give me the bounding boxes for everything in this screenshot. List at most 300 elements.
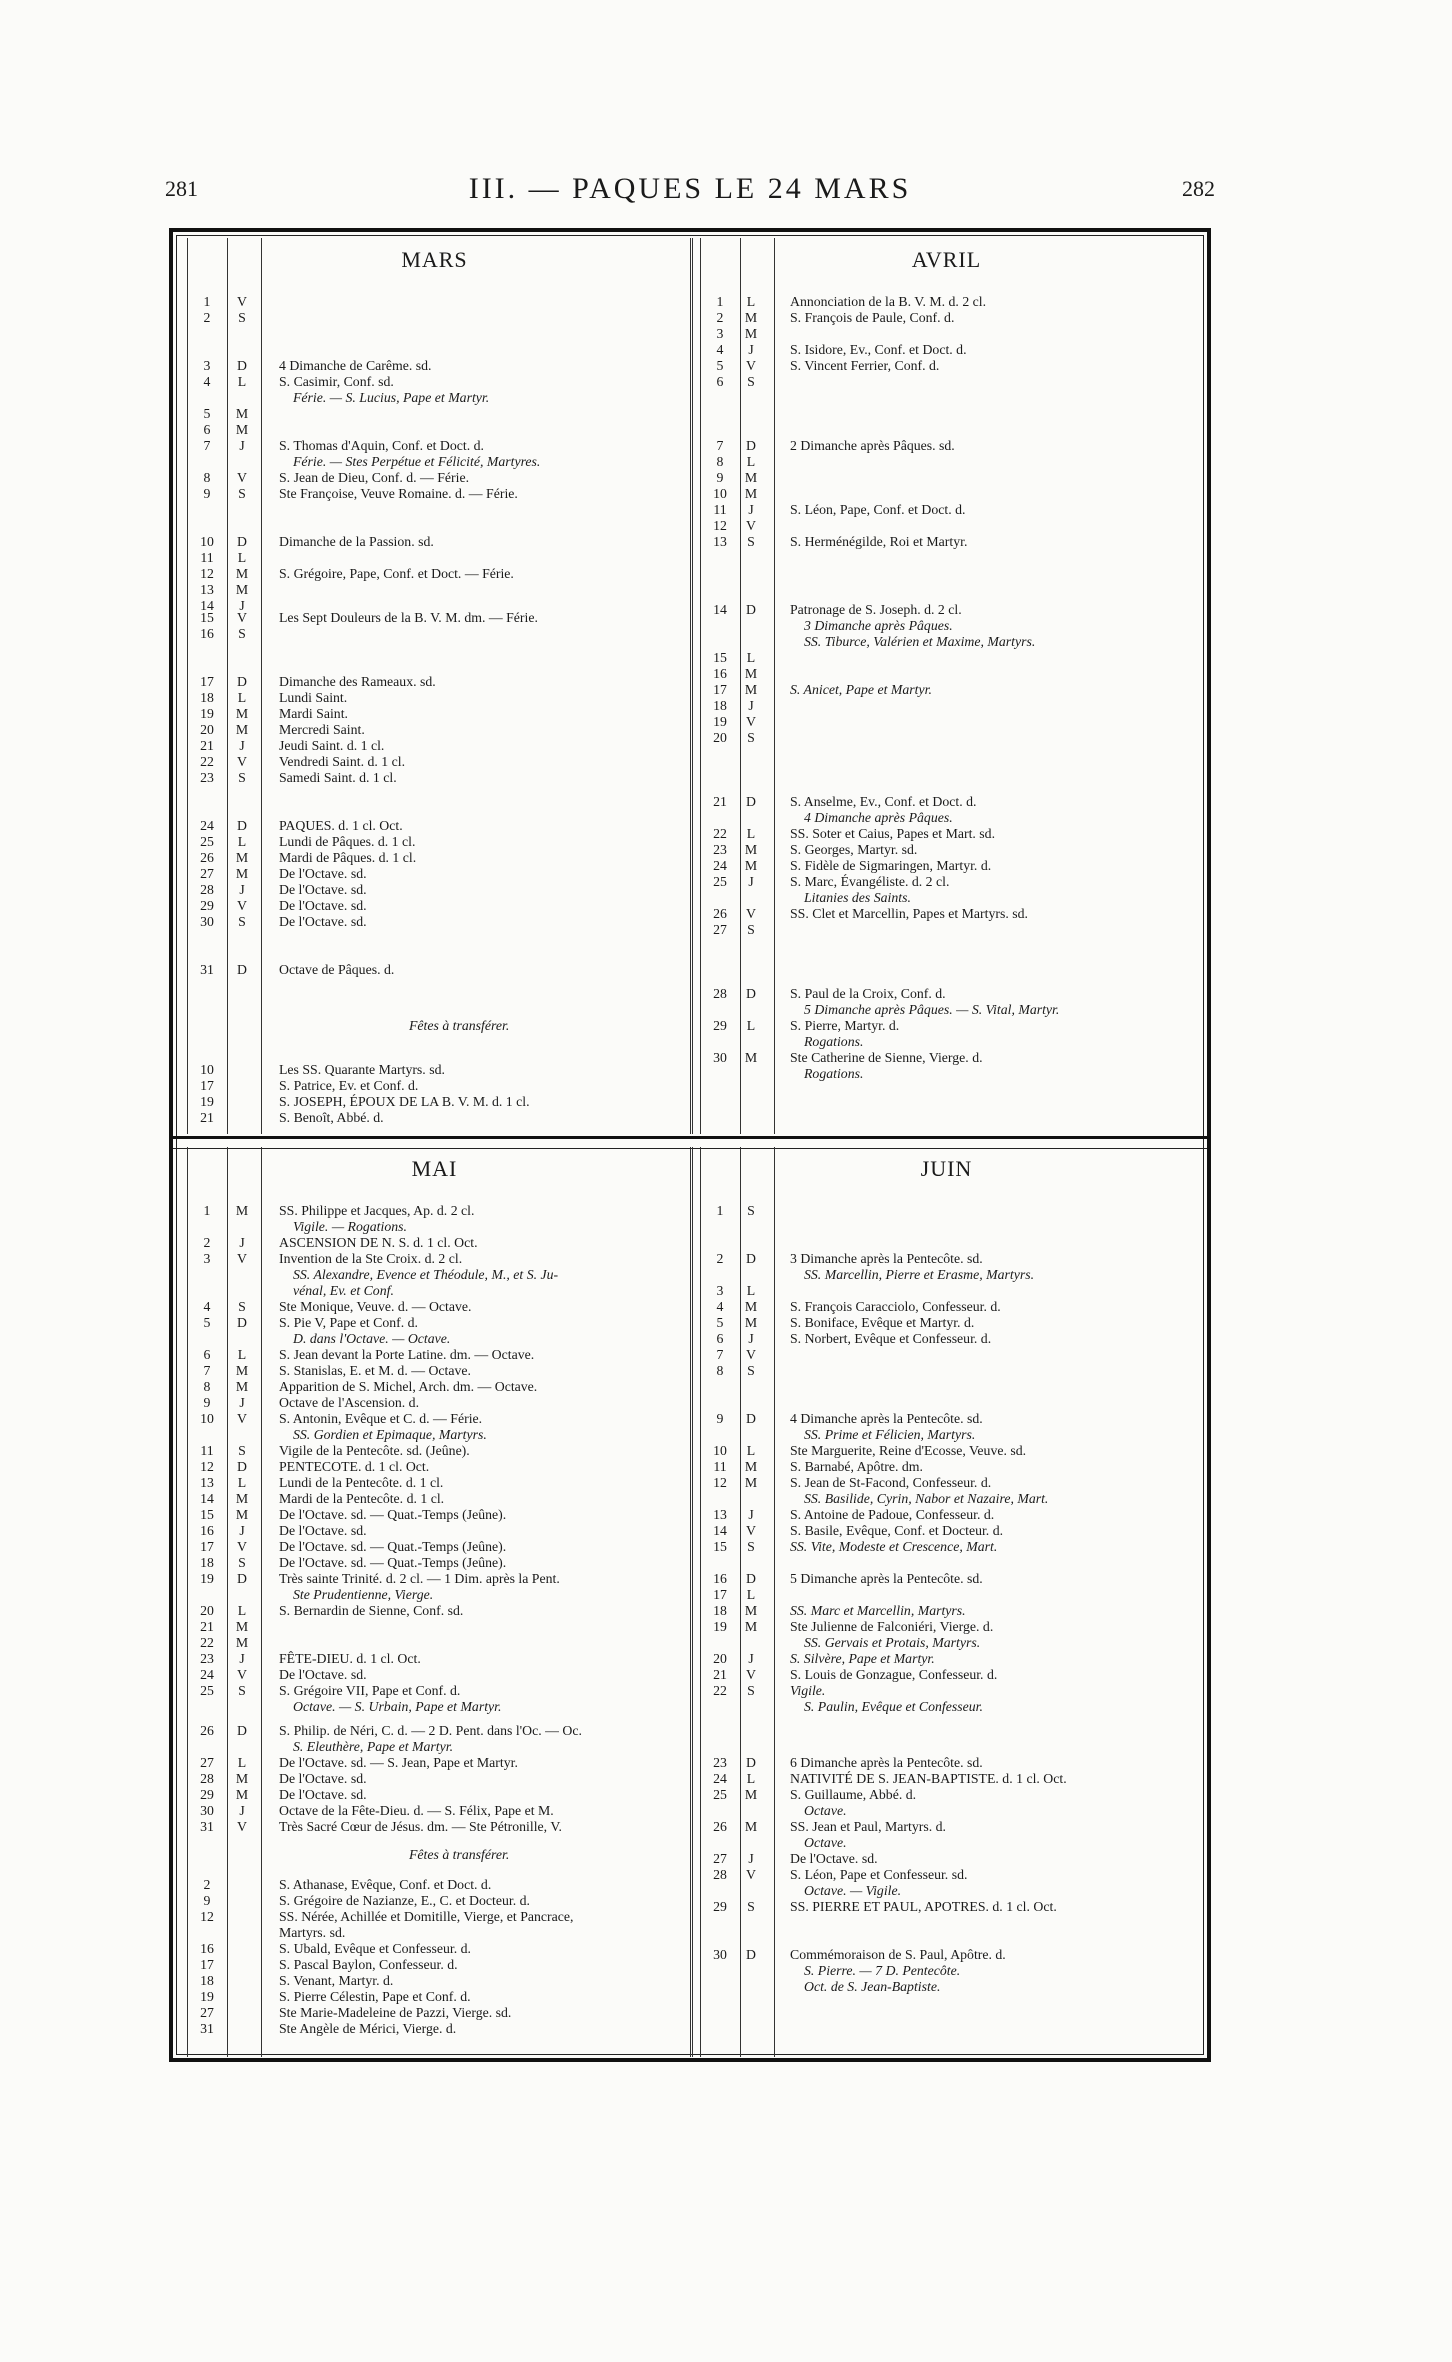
day-number: 11 — [200, 1443, 214, 1458]
weekday-letter: M — [744, 1299, 758, 1314]
weekday-letter: M — [235, 1379, 249, 1394]
weekday-letter: J — [748, 874, 754, 889]
day-number: 12 — [713, 518, 727, 533]
weekday-letter: M — [744, 310, 758, 325]
feast-entry: Commémoraison de S. Paul, Apôtre. d. — [790, 1947, 1006, 1962]
day-number: 30 — [713, 1050, 727, 1065]
weekday-letter: V — [746, 518, 756, 533]
weekday-letter: L — [746, 454, 756, 469]
feast-entry: S. Vincent Ferrier, Conf. d. — [790, 358, 940, 373]
calendar-frame — [169, 228, 1211, 2062]
weekday-letter: M — [235, 866, 249, 881]
weekday-letter: D — [237, 818, 247, 833]
day-number: 5 — [203, 406, 211, 421]
column-rule — [227, 1147, 228, 2057]
column-rule — [227, 238, 228, 1134]
feast-entry: 5 Dimanche après la Pentecôte. sd. — [790, 1571, 983, 1586]
day-number: 8 — [203, 470, 211, 485]
day-number: 3 — [716, 1283, 724, 1298]
day-number: 20 — [200, 1603, 214, 1618]
feast-entry: S. Jean de St-Facond, Confesseur. d. — [790, 1475, 992, 1490]
day-number: 12 — [200, 566, 214, 581]
feast-entry: S. Casimir, Conf. sd. — [279, 374, 394, 389]
day-number: 7 — [716, 438, 724, 453]
feast-entry: De l'Octave. sd. — [279, 882, 367, 897]
day-number: 27 — [713, 922, 727, 937]
feast-entry: Vendredi Saint. d. 1 cl. — [279, 754, 406, 769]
weekday-letter: L — [746, 294, 756, 309]
feast-entry: S. Venant, Martyr. d. — [279, 1973, 394, 1988]
weekday-letter: S — [238, 626, 246, 641]
feast-entry: De l'Octave. sd. — [279, 1523, 367, 1538]
feast-entry: S. Basile, Evêque, Conf. et Docteur. d. — [790, 1523, 1004, 1538]
feast-entry: Lundi de Pâques. d. 1 cl. — [279, 834, 416, 849]
feast-entry: De l'Octave. sd. — Quat.-Temps (Jeûne). — [279, 1539, 507, 1554]
weekday-letter: S — [747, 1899, 755, 1914]
weekday-letter: D — [237, 534, 247, 549]
feast-entry: 4 Dimanche après la Pentecôte. sd. — [790, 1411, 983, 1426]
feast-entry: S. Pie V, Pape et Conf. d. — [279, 1315, 418, 1330]
weekday-letter: M — [235, 850, 249, 865]
weekday-letter: D — [746, 1571, 756, 1586]
weekday-letter: D — [746, 1947, 756, 1962]
feast-entry: SS. Vite, Modeste et Crescence, Mart. — [790, 1539, 998, 1554]
feast-entry: Dimanche des Rameaux. sd. — [279, 674, 436, 689]
day-number: 24 — [713, 858, 727, 873]
feast-entry: Ste Angèle de Mérici, Vierge. d. — [279, 2021, 457, 2036]
weekday-letter: M — [235, 406, 249, 421]
day-number: 22 — [713, 826, 727, 841]
day-number: 7 — [203, 438, 211, 453]
feast-entry: S. Léon, Pape et Confesseur. sd. — [790, 1867, 968, 1882]
feast-entry: S. Bernardin de Sienne, Conf. sd. — [279, 1603, 464, 1618]
feast-entry: SS. Clet et Marcellin, Papes et Martyrs. sd. — [790, 906, 1028, 921]
feast-entry: Vigile. — Rogations. — [293, 1219, 407, 1234]
day-number: 11 — [713, 1459, 727, 1474]
feast-entry: De l'Octave. sd. — [279, 1667, 367, 1682]
feast-entry: Octave. — [804, 1803, 847, 1818]
feast-entry: Très sainte Trinité. d. 2 cl. — 1 Dim. après la Pent. — [279, 1571, 560, 1586]
feast-entry: S. Marc, Évangéliste. d. 2 cl. — [790, 874, 950, 889]
weekday-letter: J — [748, 1851, 754, 1866]
weekday-letter: S — [238, 1443, 246, 1458]
feast-entry: SS. Soter et Caius, Papes et Mart. sd. — [790, 826, 996, 841]
page-number-left: 281 — [165, 176, 198, 201]
feast-entry: Vigile de la Pentecôte. sd. (Jeûne). — [279, 1443, 470, 1458]
feast-entry: SS. Nérée, Achillée et Domitille, Vierge, et Pancrace, — [279, 1909, 574, 1924]
weekday-letter: M — [744, 1459, 758, 1474]
feast-entry: Litanies des Saints. — [804, 890, 911, 905]
feast-entry: Lundi Saint. — [279, 690, 348, 705]
weekday-letter: J — [239, 1235, 245, 1250]
weekday-letter: M — [235, 422, 249, 437]
day-number: 6 — [203, 422, 211, 437]
feast-entry: S. Barnabé, Apôtre. dm. — [790, 1459, 923, 1474]
day-number: 16 — [713, 1571, 727, 1586]
day-number: 15 — [200, 610, 214, 625]
day-number: 16 — [713, 666, 727, 681]
day-number: 20 — [713, 1651, 727, 1666]
feast-entry: S. Anselme, Ev., Conf. et Doct. d. — [790, 794, 977, 809]
day-number: 28 — [200, 1771, 214, 1786]
weekday-letter: D — [237, 962, 247, 977]
feast-entry: S. Herménégilde, Roi et Martyr. — [790, 534, 968, 549]
day-number: 1 — [716, 294, 724, 309]
day-number: 19 — [200, 1571, 214, 1586]
feast-entry: Patronage de S. Joseph. d. 2 cl. — [790, 602, 962, 617]
weekday-letter: S — [747, 534, 755, 549]
day-number: 13 — [200, 1475, 214, 1490]
day-number: 16 — [200, 1523, 214, 1538]
feast-entry: Mercredi Saint. — [279, 722, 365, 737]
feast-entry: S. Philip. de Néri, C. d. — 2 D. Pent. dans l'Oc. — Oc. — [279, 1723, 582, 1738]
weekday-letter: L — [237, 1755, 247, 1770]
weekday-letter: D — [237, 1459, 247, 1474]
feast-entry: S. Boniface, Evêque et Martyr. d. — [790, 1315, 975, 1330]
day-number: 27 — [713, 1851, 727, 1866]
weekday-letter: V — [746, 1667, 756, 1682]
feast-entry: S. Grégoire de Nazianze, E., C. et Docteur. d. — [279, 1893, 530, 1908]
weekday-letter: M — [235, 1491, 249, 1506]
day-number: 15 — [713, 1539, 727, 1554]
day-number: 15 — [200, 1507, 214, 1522]
weekday-letter: L — [237, 834, 247, 849]
feast-entry: S. Stanislas, E. et M. d. — Octave. — [279, 1363, 471, 1378]
day-number: 28 — [200, 882, 214, 897]
day-number: 20 — [713, 730, 727, 745]
day-number: 17 — [200, 1539, 214, 1554]
day-number: 1 — [716, 1203, 724, 1218]
day-number: 12 — [200, 1909, 214, 1924]
day-number: 6 — [203, 1347, 211, 1362]
column-rule — [774, 1147, 775, 2057]
feast-entry: Ste Françoise, Veuve Romaine. d. — Férie. — [279, 486, 518, 501]
weekday-letter: L — [237, 1475, 247, 1490]
weekday-letter: V — [746, 1867, 756, 1882]
day-number: 8 — [203, 1379, 211, 1394]
weekday-letter: S — [747, 922, 755, 937]
feast-entry: PENTECOTE. d. 1 cl. Oct. — [279, 1459, 430, 1474]
day-number: 21 — [200, 738, 214, 753]
feast-entry: De l'Octave. sd. — S. Jean, Pape et Martyr. — [279, 1755, 518, 1770]
day-number: 6 — [716, 1331, 724, 1346]
weekday-letter: L — [237, 550, 247, 565]
weekday-letter: M — [744, 1819, 758, 1834]
weekday-letter: M — [235, 706, 249, 721]
day-number: 14 — [200, 1491, 214, 1506]
day-number: 4 — [203, 1299, 211, 1314]
day-number: 11 — [713, 502, 727, 517]
day-number: 20 — [200, 722, 214, 737]
feast-entry: S. Thomas d'Aquin, Conf. et Doct. d. — [279, 438, 484, 453]
day-number: 19 — [713, 714, 727, 729]
weekday-letter: M — [744, 1315, 758, 1330]
feast-entry: Apparition de S. Michel, Arch. dm. — Octave. — [279, 1379, 538, 1394]
feast-entry: S. Grégoire, Pape, Conf. et Doct. — Férie. — [279, 566, 514, 581]
day-number: 5 — [716, 1315, 724, 1330]
weekday-letter: L — [746, 826, 756, 841]
day-number: 17 — [200, 1957, 214, 1972]
day-number: 4 — [716, 342, 724, 357]
day-number: 3 — [716, 326, 724, 341]
feast-entry: Octave. — Vigile. — [804, 1883, 902, 1898]
day-number: 1 — [203, 294, 211, 309]
day-number: 17 — [713, 682, 727, 697]
day-number: 2 — [203, 310, 211, 325]
feast-entry: NATIVITÉ DE S. JEAN-BAPTISTE. d. 1 cl. Oct. — [790, 1771, 1067, 1786]
day-number: 29 — [713, 1018, 727, 1033]
month-avril — [690, 238, 1203, 1134]
day-number: 25 — [200, 834, 214, 849]
feast-entry: S. Isidore, Ev., Conf. et Doct. d. — [790, 342, 967, 357]
day-number: 2 — [203, 1235, 211, 1250]
feast-entry: Ste Prudentienne, Vierge. — [293, 1587, 434, 1602]
day-number: 2 — [203, 1877, 211, 1892]
weekday-letter: J — [748, 1331, 754, 1346]
feast-entry: Invention de la Ste Croix. d. 2 cl. — [279, 1251, 463, 1266]
feast-entry: Martyrs. sd. — [279, 1925, 346, 1940]
day-number: 23 — [200, 1651, 214, 1666]
feast-entry: S. JOSEPH, ÉPOUX DE LA B. V. M. d. 1 cl. — [279, 1094, 530, 1109]
feast-entry: Vigile. — [790, 1683, 826, 1698]
day-number: 6 — [716, 374, 724, 389]
feast-entry: De l'Octave. sd. — [279, 898, 367, 913]
weekday-letter: V — [237, 610, 247, 625]
feast-entry: SS. PIERRE ET PAUL, APOTRES. d. 1 cl. Oct. — [790, 1899, 1057, 1914]
weekday-letter: L — [237, 1347, 247, 1362]
weekday-letter: D — [746, 1411, 756, 1426]
day-number: 18 — [200, 1973, 214, 1988]
day-number: 19 — [713, 1619, 727, 1634]
feast-entry: S. Anicet, Pape et Martyr. — [790, 682, 932, 697]
weekday-letter: L — [237, 690, 247, 705]
weekday-letter: S — [238, 1555, 246, 1570]
month-juin — [690, 1147, 1203, 2057]
feast-entry: S. François de Paule, Conf. d. — [790, 310, 955, 325]
weekday-letter: J — [239, 598, 245, 613]
feast-entry: vénal, Ev. et Conf. — [293, 1283, 394, 1298]
month-title: MARS — [401, 247, 468, 272]
feast-entry: S. Léon, Pape, Conf. et Doct. d. — [790, 502, 966, 517]
day-number: 16 — [200, 626, 214, 641]
weekday-letter: L — [746, 1018, 756, 1033]
weekday-letter: S — [747, 730, 755, 745]
column-rule — [690, 238, 693, 1134]
weekday-letter: M — [235, 1363, 249, 1378]
feast-entry: S. Ubald, Evêque et Confesseur. d. — [279, 1941, 471, 1956]
weekday-letter: V — [237, 1539, 247, 1554]
day-number: 10 — [713, 486, 727, 501]
feast-entry: S. François Caracciolo, Confesseur. d. — [790, 1299, 1001, 1314]
feast-entry: S. Benoît, Abbé. d. — [279, 1110, 384, 1125]
day-number: 13 — [200, 582, 214, 597]
day-number: 4 — [203, 374, 211, 389]
weekday-letter: D — [237, 1571, 247, 1586]
weekday-letter: L — [237, 1603, 247, 1618]
day-number: 11 — [200, 550, 214, 565]
weekday-letter: S — [238, 1299, 246, 1314]
day-number: 31 — [200, 962, 214, 977]
feast-entry: De l'Octave. sd. — [790, 1851, 878, 1866]
weekday-letter: D — [746, 438, 756, 453]
weekday-letter: L — [746, 650, 756, 665]
day-number: 30 — [200, 1803, 214, 1818]
day-number: 18 — [200, 1555, 214, 1570]
weekday-letter: J — [239, 438, 245, 453]
weekday-letter: J — [239, 1651, 245, 1666]
day-number: 8 — [716, 454, 724, 469]
feast-entry: S. Athanase, Evêque, Conf. et Doct. d. — [279, 1877, 492, 1892]
feast-entry: S. Eleuthère, Pape et Martyr. — [293, 1739, 454, 1754]
feast-entry: Jeudi Saint. d. 1 cl. — [279, 738, 385, 753]
feast-entry: S. Silvère, Pape et Martyr. — [790, 1651, 935, 1666]
weekday-letter: M — [235, 1203, 249, 1218]
weekday-letter: V — [746, 906, 756, 921]
weekday-letter: D — [746, 986, 756, 1001]
feast-entry: 6 Dimanche après la Pentecôte. sd. — [790, 1755, 983, 1770]
weekday-letter: M — [744, 1603, 758, 1618]
day-number: 19 — [200, 1094, 214, 1109]
feast-entry: De l'Octave. sd. — Quat.-Temps (Jeûne). — [279, 1507, 507, 1522]
feast-entry: SS. Gordien et Epimaque, Martyrs. — [293, 1427, 487, 1442]
month-title: MAI — [411, 1156, 458, 1181]
feast-entry: 3 Dimanche après la Pentecôte. sd. — [790, 1251, 983, 1266]
weekday-letter: S — [238, 770, 246, 785]
feast-entry: S. Louis de Gonzague, Confesseur. d. — [790, 1667, 998, 1682]
feast-entry: S. Jean devant la Porte Latine. dm. — Octave. — [279, 1347, 535, 1362]
transfer-heading: Fêtes à transférer. — [409, 1847, 510, 1862]
feast-entry: PAQUES. d. 1 cl. Oct. — [279, 818, 403, 833]
weekday-letter: L — [237, 374, 247, 389]
feast-entry: S. Grégoire VII, Pape et Conf. d. — [279, 1683, 461, 1698]
day-number: 22 — [200, 1635, 214, 1650]
feast-entry: S. Jean de Dieu, Conf. d. — Férie. — [279, 470, 470, 485]
feast-entry: S. Paul de la Croix, Conf. d. — [790, 986, 946, 1001]
feast-entry: S. Fidèle de Sigmaringen, Martyr. d. — [790, 858, 992, 873]
day-number: 10 — [200, 534, 214, 549]
weekday-letter: M — [744, 666, 758, 681]
weekday-letter: S — [747, 1203, 755, 1218]
feast-entry: S. Antonin, Evêque et C. d. — Férie. — [279, 1411, 483, 1426]
weekday-letter: D — [746, 794, 756, 809]
feast-entry: 2 Dimanche après Pâques. sd. — [790, 438, 955, 453]
feast-entry: S. Paulin, Evêque et Confesseur. — [804, 1699, 983, 1714]
weekday-letter: V — [237, 754, 247, 769]
transfer-heading: Fêtes à transférer. — [409, 1018, 510, 1033]
day-number: 19 — [200, 1989, 214, 2004]
feast-entry: Samedi Saint. d. 1 cl. — [279, 770, 397, 785]
day-number: 4 — [716, 1299, 724, 1314]
day-number: 9 — [203, 1395, 211, 1410]
day-number: 28 — [713, 1867, 727, 1882]
feast-entry: 4 Dimanche après Pâques. — [804, 810, 953, 825]
month-mars — [179, 238, 690, 1134]
column-rule — [690, 1147, 693, 2057]
day-number: 2 — [716, 310, 724, 325]
day-number: 3 — [203, 1251, 211, 1266]
feast-entry: De l'Octave. sd. — [279, 1771, 367, 1786]
feast-entry: D. dans l'Octave. — Octave. — [293, 1331, 451, 1346]
day-number: 29 — [200, 898, 214, 913]
feast-entry: S. Georges, Martyr. sd. — [790, 842, 918, 857]
feast-entry: S. Pierre Célestin, Pape et Conf. d. — [279, 1989, 471, 2004]
day-number: 17 — [200, 1078, 214, 1093]
feast-entry: De l'Octave. sd. — [279, 1787, 367, 1802]
weekday-letter: V — [237, 1667, 247, 1682]
weekday-letter: S — [238, 310, 246, 325]
day-number: 9 — [203, 1893, 211, 1908]
feast-entry: SS. Alexandre, Evence et Théodule, M., et S. Ju- — [293, 1267, 559, 1282]
feast-entry: S. Pierre, Martyr. d. — [790, 1018, 900, 1033]
feast-entry: Férie. — S. Lucius, Pape et Martyr. — [293, 390, 490, 405]
day-number: 26 — [713, 906, 727, 921]
column-rule — [261, 238, 262, 1134]
weekday-letter: V — [237, 1819, 247, 1834]
feast-entry: SS. Philippe et Jacques, Ap. d. 2 cl. — [279, 1203, 475, 1218]
day-number: 9 — [716, 470, 724, 485]
feast-entry: S. Norbert, Evêque et Confesseur. d. — [790, 1331, 992, 1346]
weekday-letter: M — [235, 566, 249, 581]
weekday-letter: S — [747, 374, 755, 389]
day-number: 30 — [200, 914, 214, 929]
day-number: 14 — [200, 598, 214, 613]
weekday-letter: M — [235, 1619, 249, 1634]
day-number: 7 — [203, 1363, 211, 1378]
feast-entry: SS. Marc et Marcellin, Martyrs. — [790, 1603, 966, 1618]
day-number: 23 — [200, 770, 214, 785]
weekday-letter: M — [235, 1507, 249, 1522]
feast-entry: Octave. — [804, 1835, 847, 1850]
day-number: 9 — [716, 1411, 724, 1426]
day-number: 23 — [713, 842, 727, 857]
feast-entry: SS. Jean et Paul, Martyrs. d. — [790, 1819, 946, 1834]
feast-entry: SS. Tiburce, Valérien et Maxime, Martyrs. — [804, 634, 1036, 649]
day-number: 2 — [716, 1251, 724, 1266]
weekday-letter: M — [744, 470, 758, 485]
day-number: 16 — [200, 1941, 214, 1956]
day-number: 31 — [200, 2021, 214, 2036]
weekday-letter: M — [744, 1787, 758, 1802]
day-number: 15 — [713, 650, 727, 665]
day-number: 10 — [200, 1411, 214, 1426]
day-number: 12 — [200, 1459, 214, 1474]
day-number: 28 — [713, 986, 727, 1001]
feast-entry: Octave de la Fête-Dieu. d. — S. Félix, Pape et M. — [279, 1803, 554, 1818]
day-number: 26 — [200, 850, 214, 865]
weekday-letter: V — [237, 1251, 247, 1266]
day-number: 14 — [713, 1523, 727, 1538]
day-number: 26 — [200, 1723, 214, 1738]
day-number: 27 — [200, 2005, 214, 2020]
weekday-letter: M — [744, 486, 758, 501]
feast-entry: Rogations. — [804, 1066, 864, 1081]
day-number: 13 — [713, 1507, 727, 1522]
feast-entry: SS. Basilide, Cyrin, Nabor et Nazaire, Mart. — [804, 1491, 1049, 1506]
feast-entry: Octave de Pâques. d. — [279, 962, 395, 977]
weekday-letter: V — [237, 294, 247, 309]
feast-entry: Annonciation de la B. V. M. d. 2 cl. — [790, 294, 987, 309]
feast-entry: SS. Marcellin, Pierre et Erasme, Martyrs. — [804, 1267, 1035, 1282]
weekday-letter: M — [744, 858, 758, 873]
feast-entry: Très Sacré Cœur de Jésus. dm. — Ste Pétronille, V. — [279, 1819, 562, 1834]
feast-entry: Mardi Saint. — [279, 706, 348, 721]
day-number: 24 — [713, 1771, 727, 1786]
day-number: 24 — [200, 818, 214, 833]
weekday-letter: M — [744, 326, 758, 341]
weekday-letter: J — [239, 1523, 245, 1538]
day-number: 21 — [713, 794, 727, 809]
day-number: 12 — [713, 1475, 727, 1490]
